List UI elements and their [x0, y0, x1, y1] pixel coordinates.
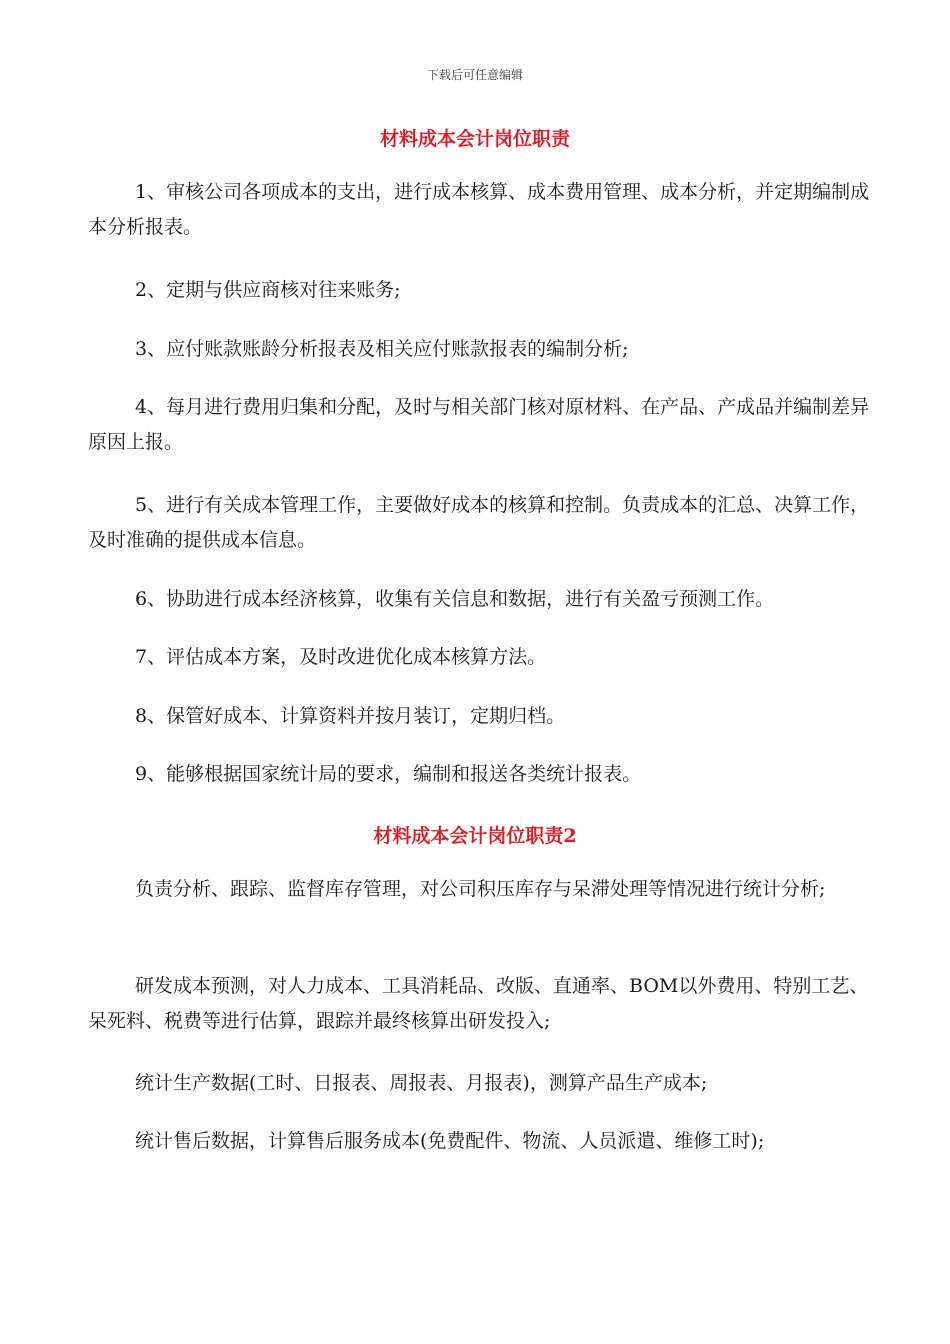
- duty-item-8: 8、保管好成本、计算资料并按月装订，定期归档。: [135, 705, 566, 727]
- duty2-item-2: 研发成本预测，对人力成本、工具消耗品、改版、直通率、BOM以外费用、特别工艺、呆死料、税费等进行估算，跟踪并最终核算出研发投入;: [88, 975, 869, 1032]
- section-title-2: 材料成本会计岗位职责2: [373, 825, 577, 847]
- duty2-item-3: 统计生产数据(工时、日报表、周报表、月报表)，测算产品生产成本;: [135, 1072, 708, 1094]
- duty2-item-1: 负责分析、跟踪、监督库存管理，对公司积压库存与呆滞处理等情况进行统计分析;: [135, 878, 826, 900]
- duty-item-5: 5、进行有关成本管理工作，主要做好成本的核算和控制。负责成本的汇总、决算工作，及时准确的提供成本信息。: [88, 494, 870, 551]
- duty-item-1: 1、审核公司各项成本的支出，进行成本核算、成本费用管理、成本分析，并定期编制成本分析报表。: [88, 181, 870, 238]
- duty-item-2: 2、定期与供应商核对往来账务;: [135, 279, 401, 301]
- duty-item-7: 7、评估成本方案，及时改进优化成本核算方法。: [135, 646, 547, 668]
- section-title-1: 材料成本会计岗位职责: [379, 128, 570, 150]
- page-header-note: 下载后可任意编辑: [426, 68, 523, 82]
- duty-item-9: 9、能够根据国家统计局的要求，编制和报送各类统计报表。: [135, 763, 642, 785]
- duty-item-3: 3、应付账款账龄分析报表及相关应付账款报表的编制分析;: [135, 338, 629, 360]
- duty2-item-4: 统计售后数据，计算售后服务成本(免费配件、物流、人员派遣、维修工时);: [135, 1130, 765, 1152]
- duty-item-6: 6、协助进行成本经济核算，收集有关信息和数据，进行有关盈亏预测工作。: [135, 588, 775, 610]
- duty-item-4: 4、每月进行费用归集和分配，及时与相关部门核对原材料、在产品、产成品并编制差异原因上报。: [88, 396, 870, 453]
